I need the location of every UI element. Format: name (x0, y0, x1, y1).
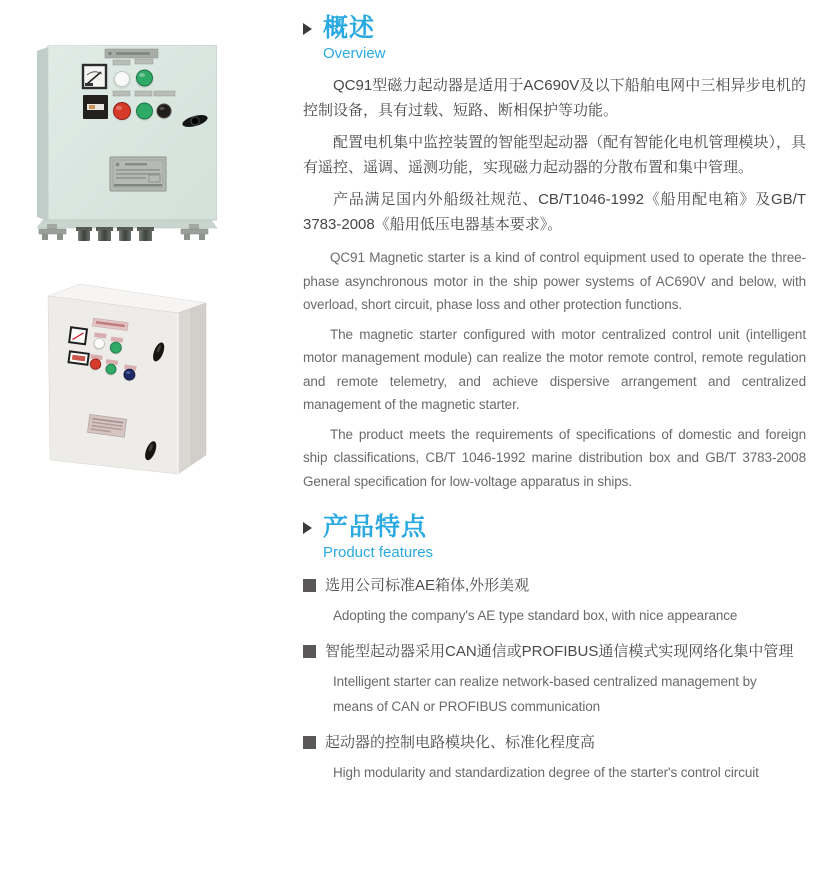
overview-title-en: Overview (323, 45, 386, 62)
section-marker-icon (303, 522, 312, 534)
feature-cn-row (303, 729, 806, 756)
control-box-front-illustration (37, 45, 217, 241)
section-marker-icon (303, 23, 312, 35)
reset-button-black (156, 104, 172, 120)
feature-text-en: High modularity and standardization degree of the starter's control circuit (333, 765, 759, 780)
product-photo-front-view (37, 45, 217, 246)
circuit-breaker (83, 95, 108, 119)
feature-list (303, 572, 806, 785)
overview-paragraphs (303, 73, 806, 493)
overview-title-cn: 概述 (323, 14, 376, 42)
enclosure-front-shading (48, 45, 217, 220)
stop-button-red (113, 103, 132, 122)
button-label-plate (113, 91, 130, 96)
ammeter-adjuster (85, 83, 93, 86)
feature-text-cn: 起动器的控制电路模块化、标准化程度高 (325, 734, 596, 751)
product-photo-perspective-view (40, 283, 215, 487)
feature-item (303, 638, 806, 719)
button-label-plate (135, 59, 153, 64)
overview-paragraph-cn: QC91型磁力起动器是适用于AC690V及以下船舶电网中三相异步电机的控制设备，具有过载、短路、断相保护等功能。 (303, 77, 806, 119)
section-overview (303, 14, 806, 493)
feature-text-en: Adopting the company's AE type standard box, with nice appearance (333, 608, 738, 623)
overview-paragraph-en: The magnetic starter configured with motor centralized control unit (intelligent motor management module) can realize the motor remote control, remote regulation and remote telemetry, and achieve dispersive arrangement and centralized management of the magnetic starter. (303, 326, 806, 412)
feature-text-cn: 选用公司标准AE箱体,外形美观 (325, 577, 530, 594)
overview-paragraph-en: The product meets the requirements of specifications of domestic and foreign ship classifications, CB/T 1046-1992 marine distribution box and GB/T 3783-2008 General specification for low-voltage apparatus in ships. (303, 426, 806, 489)
content-column (303, 14, 806, 795)
feature-cn-row (303, 572, 806, 599)
ammeter (83, 65, 106, 88)
indicator-meter (69, 351, 89, 364)
button-label-plate (135, 91, 152, 96)
run-button-green (136, 103, 154, 121)
section-features (303, 513, 806, 785)
features-header (303, 513, 806, 541)
enclosure-side-shadow (190, 303, 206, 466)
button-label-plate (154, 91, 175, 96)
nameplate (110, 157, 166, 191)
features-title-en: Product features (323, 544, 434, 561)
overview-header (303, 14, 806, 42)
start-button-green (135, 70, 154, 89)
overview-paragraph-en: QC91 Magnetic starter is a kind of control equipment used to operate the three-phase asynchronous motor in the ship power systems of AC690V and below, with overload, short circuit, phase loss and other protection functions. (303, 250, 806, 312)
overview-paragraph-cn: 产品满足国内外船级社规范、CB/T1046-1992《船用配电箱》及GB/T 3783-2008《船用低压电器基本要求》。 (303, 191, 806, 233)
features-title-cn: 产品特点 (323, 513, 428, 541)
feature-text-cn: 智能型起动器采用CAN通信或PROFIBUS通信模式实现网络化集中管理 (325, 643, 794, 660)
enclosure-left-side (37, 47, 48, 221)
name-label-logo (109, 52, 112, 55)
ammeter (69, 327, 87, 344)
button-label-plate (113, 60, 130, 65)
cable-gland (117, 227, 133, 241)
indicator-button-white (113, 71, 131, 89)
feature-text-en: Intelligent starter can realize network-based centralized management by means of CAN or PROFIBUS communication (333, 674, 757, 714)
feature-bullet-icon (303, 736, 316, 749)
feature-item (303, 729, 806, 785)
feature-bullet-icon (303, 579, 316, 592)
name-label-text-line (116, 52, 150, 55)
overview-paragraph-cn: 配置电机集中监控装置的智能型起动器（配有智能化电机管理模块），具有遥控、遥调、遥测功能，实现磁力起动器的分散布置和集中管理。 (303, 134, 806, 176)
cable-gland (137, 227, 154, 241)
cable-gland (76, 227, 92, 241)
feature-item (303, 572, 806, 628)
control-box-perspective-illustration (40, 283, 215, 482)
feature-cn-row (303, 638, 806, 665)
cable-gland (96, 227, 113, 241)
feature-bullet-icon (303, 645, 316, 658)
